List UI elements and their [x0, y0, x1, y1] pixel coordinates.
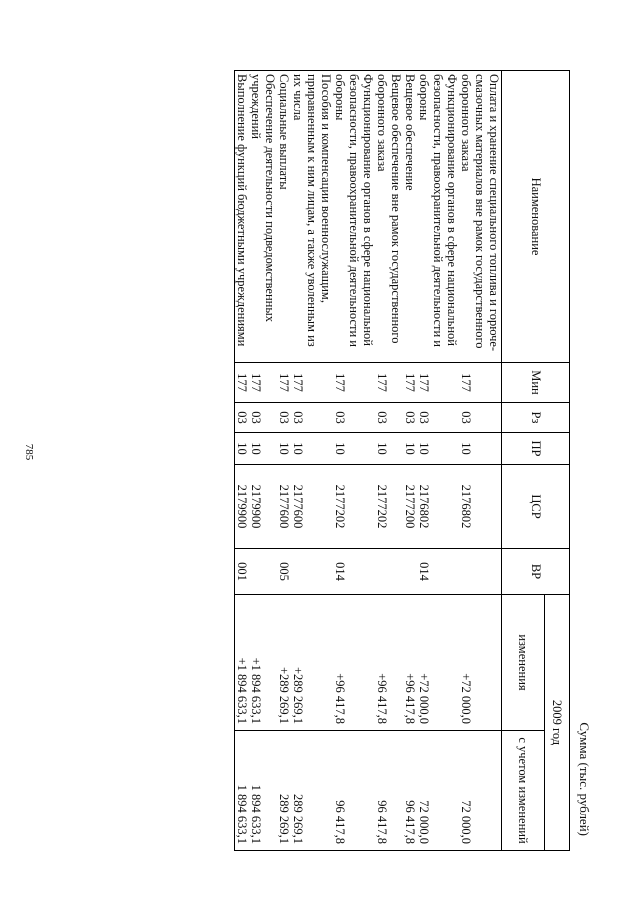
row-min-cell: 177	[403, 363, 417, 403]
table-header	[502, 71, 570, 851]
table-row	[249, 71, 277, 851]
row-rz-cell: 03	[459, 403, 502, 433]
row-total-cell: 1 894 633,1	[235, 731, 250, 851]
row-pr-cell: 10	[235, 433, 250, 465]
row-changes-cell: +289 269,1	[277, 595, 291, 731]
row-csr-cell: 2177200	[403, 465, 417, 549]
row-min-cell: 177	[277, 363, 291, 403]
row-min-cell: 177	[235, 363, 250, 403]
row-csr-cell: 2179900	[235, 465, 250, 549]
row-name-cell: Вещевое обеспечение	[403, 71, 417, 363]
header-name: Наименование	[502, 71, 570, 363]
row-total-cell: 72 000,0	[459, 731, 502, 851]
row-pr-cell: 10	[249, 433, 277, 465]
header-csr: ЦСР	[502, 465, 570, 549]
row-csr-cell: 2177202	[333, 465, 375, 549]
row-min-cell: 177	[417, 363, 459, 403]
row-changes-cell: +72 000,0	[459, 595, 502, 731]
row-rz-cell: 03	[417, 403, 459, 433]
page-number: 785	[23, 443, 35, 461]
row-csr-cell: 2176802	[417, 465, 459, 549]
row-name-cell: Функционирование органов в сфере национальной безопасности, правоохранительной деятельности и обороны	[333, 71, 375, 363]
row-csr-cell: 2177600	[277, 465, 291, 549]
header-pr: ПР	[502, 433, 570, 465]
row-changes-cell: +96 417,8	[333, 595, 375, 731]
row-changes-cell: +1 894 633,1	[249, 595, 277, 731]
row-total-cell: 289 269,1	[291, 731, 333, 851]
row-name-cell: Пособия и компенсации военнослужащим, приравненным к ним лицам, а также уволенным из их числа	[291, 71, 333, 363]
row-pr-cell: 10	[459, 433, 502, 465]
row-name-cell: Выполнение функций бюджетными учреждениями	[235, 71, 250, 363]
table-row	[459, 71, 502, 851]
row-vr-cell: 005	[277, 549, 291, 595]
table-row	[375, 71, 403, 851]
header-year: 2009 год	[545, 595, 570, 851]
row-pr-cell: 10	[417, 433, 459, 465]
row-csr-cell: 2177202	[375, 465, 403, 549]
row-changes-cell: +1 894 633,1	[235, 595, 250, 731]
header-changes: изменения	[502, 595, 545, 731]
table-row	[417, 71, 459, 851]
row-min-cell: 177	[249, 363, 277, 403]
row-vr-cell: 014	[333, 549, 375, 595]
row-min-cell: 177	[333, 363, 375, 403]
header-vr: ВР	[502, 549, 570, 595]
row-rz-cell: 03	[249, 403, 277, 433]
row-min-cell: 177	[291, 363, 333, 403]
row-name-cell: Вещевое обеспечение вне рамок государственного оборонного заказа	[375, 71, 403, 363]
header-with-changes: с учетом изменений	[502, 731, 545, 851]
table-row	[291, 71, 333, 851]
row-rz-cell: 03	[333, 403, 375, 433]
row-rz-cell: 03	[235, 403, 250, 433]
header-rz: Рз	[502, 403, 570, 433]
row-total-cell: 1 894 633,1	[249, 731, 277, 851]
row-pr-cell: 10	[403, 433, 417, 465]
row-csr-cell: 2177600	[291, 465, 333, 549]
table-row	[333, 71, 375, 851]
row-name-cell: Обеспечение деятельности подведомственных учреждений	[249, 71, 277, 363]
row-csr-cell: 2179900	[249, 465, 277, 549]
row-rz-cell: 03	[403, 403, 417, 433]
row-total-cell: 96 417,8	[333, 731, 375, 851]
row-min-cell: 177	[459, 363, 502, 403]
row-total-cell: 96 417,8	[375, 731, 403, 851]
row-pr-cell: 10	[277, 433, 291, 465]
row-vr-cell	[459, 549, 502, 595]
row-min-cell: 177	[375, 363, 403, 403]
row-rz-cell: 03	[291, 403, 333, 433]
rotated-table-canvas	[90, 70, 592, 850]
row-changes-cell: +72 000,0	[417, 595, 459, 731]
row-total-cell: 72 000,0	[417, 731, 459, 851]
row-rz-cell: 03	[375, 403, 403, 433]
row-total-cell: 96 417,8	[403, 731, 417, 851]
row-vr-cell	[403, 549, 417, 595]
row-changes-cell: +96 417,8	[403, 595, 417, 731]
row-changes-cell: +96 417,8	[375, 595, 403, 731]
row-total-cell: 289 269,1	[277, 731, 291, 851]
row-pr-cell: 10	[333, 433, 375, 465]
row-vr-cell	[375, 549, 403, 595]
table-row	[277, 71, 291, 851]
row-vr-cell: 014	[417, 549, 459, 595]
row-pr-cell: 10	[375, 433, 403, 465]
table-body	[235, 71, 502, 851]
row-name-cell: Оплата и хранение специального топлива и горюче-смазочных материалов вне рамок государственного оборонного заказа	[459, 71, 502, 363]
row-vr-cell: 001	[235, 549, 250, 595]
table-row	[235, 71, 250, 851]
row-vr-cell	[249, 549, 277, 595]
row-pr-cell: 10	[291, 433, 333, 465]
budget-table	[234, 70, 570, 851]
row-rz-cell: 03	[277, 403, 291, 433]
row-csr-cell: 2176802	[459, 465, 502, 549]
row-changes-cell: +289 269,1	[291, 595, 333, 731]
row-name-cell: Функционирование органов в сфере национальной безопасности, правоохранительной деятельности и обороны	[417, 71, 459, 363]
header-min: Мин	[502, 363, 570, 403]
row-vr-cell	[291, 549, 333, 595]
row-name-cell: Социальные выплаты	[277, 71, 291, 363]
table-row	[403, 71, 417, 851]
units-caption: Сумма (тыс. рублей)	[577, 722, 592, 836]
